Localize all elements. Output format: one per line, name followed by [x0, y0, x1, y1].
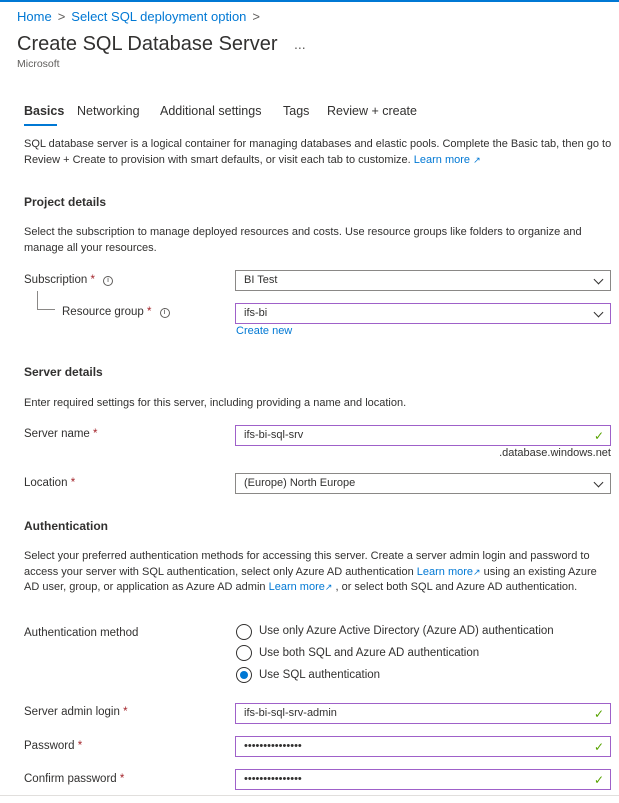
page-title: Create SQL Database Server — [17, 33, 278, 55]
check-icon: ✓ — [593, 707, 604, 721]
authentication-text — [24, 549, 614, 596]
server-name-input[interactable] — [235, 425, 611, 446]
resource-group-value: ifs-bi — [244, 307, 268, 319]
breadcrumb-home[interactable]: Home — [17, 9, 52, 24]
location-label — [24, 477, 75, 489]
project-details-text: Select the subscription to manage deployed resources and costs. Use resource groups like folders to organize and manage all your resources. — [24, 226, 582, 254]
check-icon: ✓ — [593, 740, 604, 754]
resource-group-label — [62, 306, 170, 318]
password-input[interactable] — [235, 736, 611, 757]
location-dropdown[interactable] — [235, 473, 611, 494]
active-tab-indicator — [24, 124, 57, 126]
server-admin-login-label-text: Server admin login — [24, 706, 120, 718]
password-label-text: Password — [24, 740, 75, 752]
more-options-button[interactable]: ... — [294, 36, 306, 52]
breadcrumb — [17, 9, 266, 24]
authentication-method-label: Authentication method — [24, 627, 139, 639]
top-accent-bar — [0, 0, 619, 2]
required-marker: * — [93, 428, 98, 440]
info-icon[interactable]: i — [160, 308, 170, 318]
subscription-label-text: Subscription — [24, 274, 88, 286]
external-link-icon: ↗ — [473, 566, 481, 577]
external-link-icon: ↗ — [473, 154, 481, 165]
confirm-password-label — [24, 773, 124, 785]
subscription-value: BI Test — [244, 274, 278, 286]
learn-more-link[interactable]: Learn more — [413, 153, 471, 166]
server-name-label — [24, 428, 98, 440]
required-marker: * — [90, 274, 95, 286]
tab-basics[interactable]: Basics — [24, 104, 65, 118]
subscription-label — [24, 274, 113, 286]
chevron-down-icon — [594, 478, 604, 488]
radio-sql-only-label[interactable]: Use SQL authentication — [259, 669, 381, 681]
radio-sql-and-azure-ad[interactable] — [236, 645, 252, 661]
radio-azure-ad-only[interactable] — [236, 624, 252, 640]
auth-text-part: , or select both SQL and Azure AD authentication. — [335, 581, 578, 593]
info-icon[interactable]: i — [103, 276, 113, 286]
required-marker: * — [77, 740, 83, 752]
location-value: (Europe) North Europe — [244, 477, 356, 489]
confirm-password-input[interactable] — [235, 769, 611, 790]
radio-azure-ad-only-label[interactable]: Use only Azure Active Directory (Azure AD) authentication — [259, 625, 554, 637]
breadcrumb-separator: > — [252, 9, 261, 24]
project-details-heading: Project details — [24, 195, 107, 209]
radio-sql-and-azure-ad-label[interactable]: Use both SQL and Azure AD authentication — [259, 647, 480, 659]
confirm-password-value: ••••••••••••••• — [244, 773, 302, 785]
chevron-down-icon — [594, 275, 604, 285]
server-details-heading: Server details — [24, 365, 103, 379]
chevron-down-icon — [594, 308, 604, 318]
location-label-text: Location — [24, 477, 68, 489]
tab-review-create[interactable]: Review + create — [327, 104, 417, 118]
tab-additional-settings[interactable]: Additional settings — [160, 104, 262, 118]
server-admin-login-input[interactable] — [235, 703, 611, 724]
required-marker: * — [147, 306, 152, 318]
learn-more-azure-ad-link[interactable]: Learn more — [416, 565, 474, 578]
auth-text-part: using an existing Azure AD user, group, or application as Azure AD admin — [24, 565, 597, 593]
auth-text-part: Select your preferred authentication methods for accessing this server. Create a server admin login and password to access your server with SQL authentication, select only Azure AD authentication — [24, 550, 590, 578]
check-icon: ✓ — [593, 773, 604, 787]
external-link-icon: ↗ — [324, 582, 333, 592]
breadcrumb-sql-deployment-option[interactable]: Select SQL deployment option — [71, 9, 247, 24]
learn-more-azure-ad-admin-link[interactable]: Learn more — [268, 581, 325, 593]
publisher: Microsoft — [17, 58, 60, 70]
server-name-label-text: Server name — [24, 428, 90, 440]
tab-networking[interactable]: Networking — [77, 104, 140, 118]
confirm-password-label-text: Confirm password — [24, 773, 117, 785]
password-value: ••••••••••••••• — [244, 740, 302, 752]
breadcrumb-separator: > — [57, 9, 66, 24]
server-admin-login-value: ifs-bi-sql-srv-admin — [244, 707, 337, 719]
required-marker: * — [70, 477, 76, 489]
resource-group-dropdown[interactable] — [235, 303, 611, 324]
server-name-value: ifs-bi-sql-srv — [244, 429, 304, 441]
intro-text — [24, 137, 614, 168]
intro-description: SQL database server is a logical container for managing databases and elastic pools. Complete the Basic tab, then go to Review + Create to provision with smart defaults, or visit each tab to customize. — [24, 138, 612, 166]
password-label — [24, 740, 82, 752]
radio-sql-only[interactable] — [236, 667, 252, 683]
server-admin-login-label — [24, 706, 128, 718]
authentication-heading: Authentication — [24, 519, 108, 533]
create-new-link[interactable]: Create new — [236, 325, 293, 337]
divider — [0, 795, 619, 796]
resource-group-label-text: Resource group — [62, 306, 144, 318]
required-marker: * — [123, 706, 128, 718]
server-details-text: Enter required settings for this server, including providing a name and location. — [24, 397, 407, 409]
subscription-dropdown[interactable] — [235, 270, 611, 291]
tree-connector — [37, 291, 55, 310]
tab-tags[interactable]: Tags — [283, 104, 310, 118]
check-icon: ✓ — [593, 429, 604, 443]
required-marker: * — [119, 773, 125, 785]
server-domain-suffix: .database.windows.net — [499, 447, 611, 459]
